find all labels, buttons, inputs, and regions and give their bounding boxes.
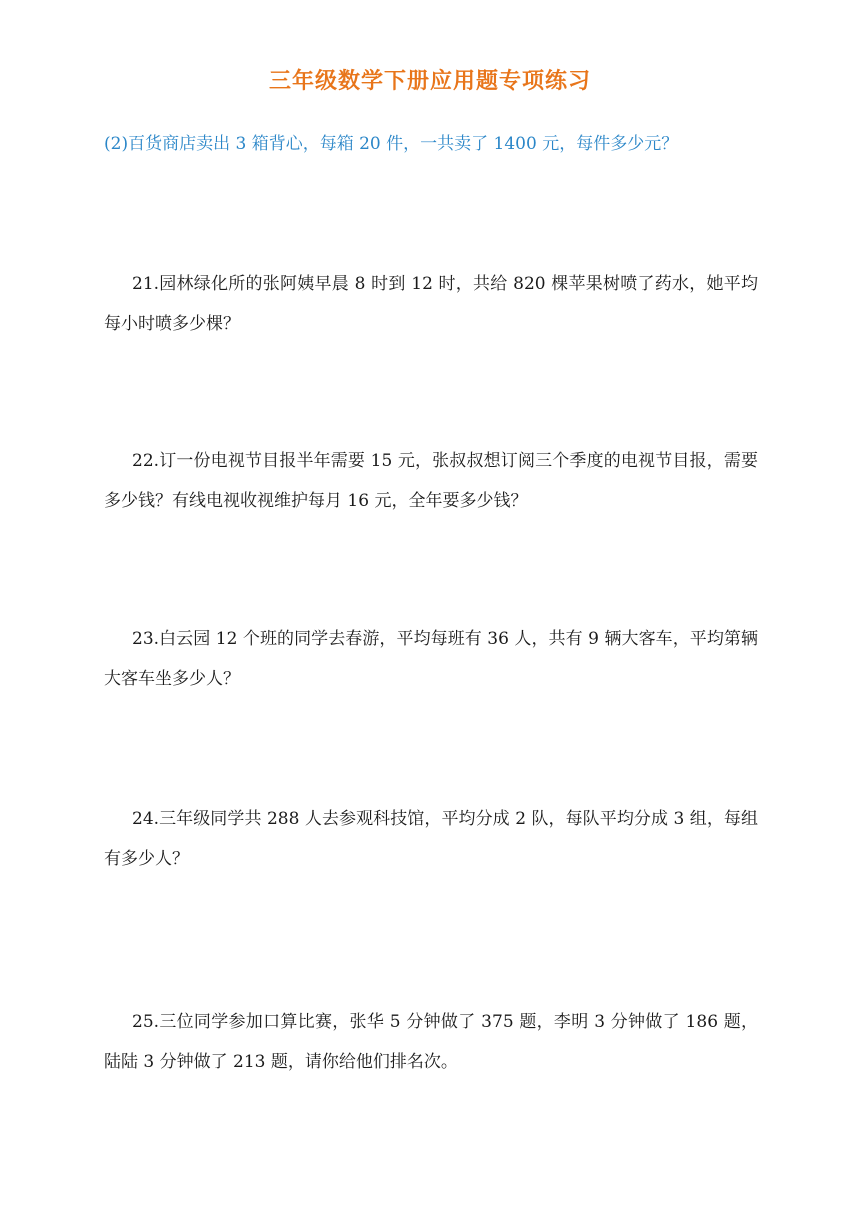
- question-22: 22.订一份电视节目报半年需要 15 元，张叔叔想订阅三个季度的电视节目报，需要多少钱？有线电视收视维护每月 16 元，全年要多少钱？: [104, 451, 758, 511]
- sub-question-2: (2)百货商店卖出 3 箱背心，每箱 20 件，一共卖了 1400 元，每件多少元？: [104, 134, 679, 154]
- question-25: 25.三位同学参加口算比赛，张华 5 分钟做了 375 题，李明 3 分钟做了 186 题，陆陆 3 分钟做了 213 题，请你给他们排名次。: [104, 1012, 758, 1072]
- question-21: 21.园林绿化所的张阿姨早晨 8 时到 12 时，共给 820 棵苹果树喷了药水，她平均每小时喷多少棵？: [104, 274, 758, 334]
- question-23: 23.白云园 12 个班的同学去春游，平均每班有 36 人，共有 9 辆大客车，平均第辆大客车坐多少人？: [104, 629, 758, 689]
- page-title: 三年级数学下册应用题专项练习: [268, 69, 591, 94]
- question-24: 24.三年级同学共 288 人去参观科技馆，平均分成 2 队，每队平均分成 3 组，每组有多少人？: [104, 809, 758, 869]
